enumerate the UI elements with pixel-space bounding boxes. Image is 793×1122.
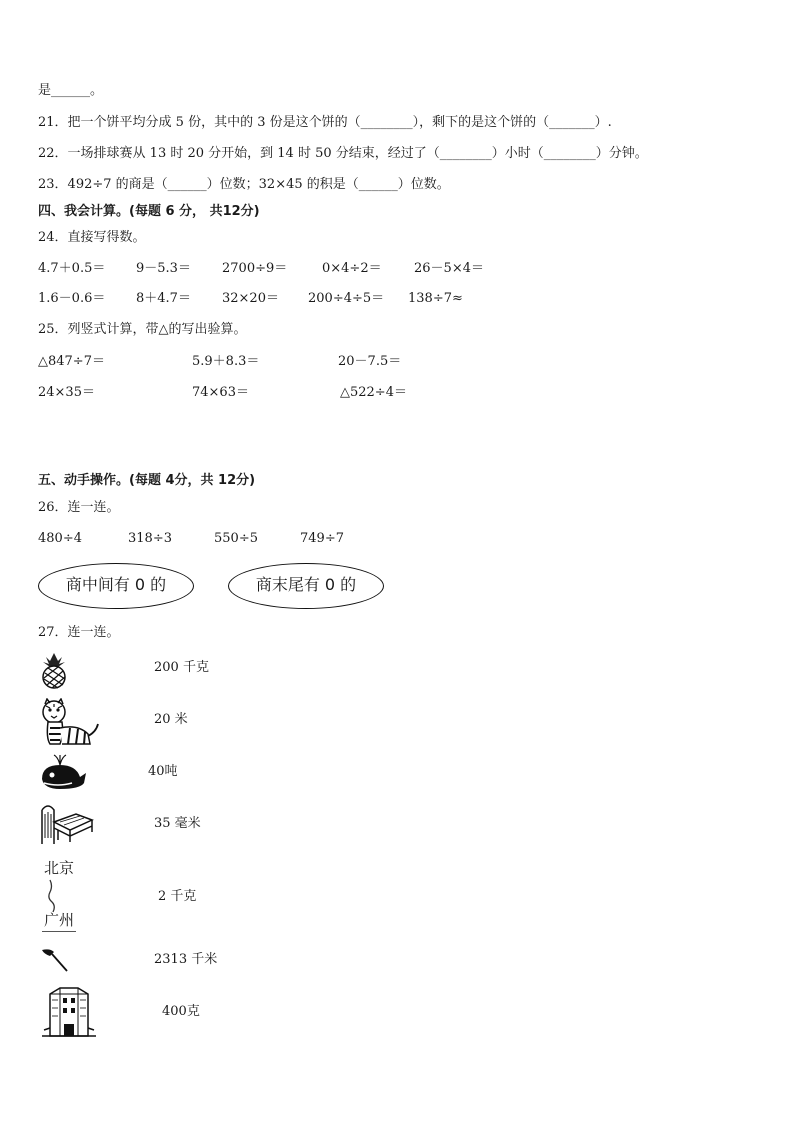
q24-item: 8＋4.7＝ (136, 291, 191, 306)
oval-label: 商末尾有 0 的 (255, 575, 357, 594)
q26-expression: 480÷4 (38, 531, 82, 546)
unit-label: 400克 (162, 1004, 200, 1019)
q24-item: 32×20＝ (222, 291, 279, 306)
q25-item: 74×63＝ (192, 385, 249, 400)
q20-tail: 是______。 (38, 83, 104, 98)
map-label-beijing: 北京 (44, 859, 75, 877)
q27-title: 27．连一连。 (38, 625, 120, 640)
route-line-icon (44, 878, 74, 914)
q26-expression: 749÷7 (300, 531, 344, 546)
q22-text: 22．一场排球赛从 13 时 20 分开始，到 14 时 50 分结束，经过了（________）小时（________）分钟。 (38, 146, 648, 161)
map-label-guangzhou: 广州 (44, 911, 75, 929)
unit-label: 2313 千米 (154, 952, 218, 967)
q24-title: 24．直接写得数。 (38, 230, 146, 245)
q23-text: 23．492÷7 的商是（______）位数；32×45 的积是（______）位数。 (38, 177, 450, 192)
section4-title: 四、我会计算。(每题 6 分， 共12分) (38, 204, 260, 219)
building-icon (40, 984, 98, 1038)
unit-label: 200 千克 (154, 660, 209, 675)
q25-item: 20－7.5＝ (338, 354, 402, 369)
q24-item: 1.6－0.6＝ (38, 291, 106, 306)
oval-quotient-middle-zero (38, 563, 194, 609)
map-underline (42, 931, 76, 932)
q24-item: 4.7＋0.5＝ (38, 261, 106, 276)
oval-label: 商中间有 0 的 (65, 575, 167, 594)
q26-expression: 318÷3 (128, 531, 172, 546)
unit-label: 2 千克 (158, 889, 197, 904)
q25-title: 25．列竖式计算，带△的写出验算。 (38, 322, 247, 337)
unit-label: 20 米 (154, 712, 188, 727)
q25-item: 5.9＋8.3＝ (192, 354, 260, 369)
q26-expression: 550÷5 (214, 531, 258, 546)
unit-label: 40吨 (148, 764, 178, 779)
q21-text: 21．把一个饼平均分成 5 份，其中的 3 份是这个饼的（________），剩下的是这个饼的（_______）. (38, 115, 612, 130)
q25-item: 24×35＝ (38, 385, 95, 400)
q24-item: 138÷7≈ (408, 291, 463, 306)
q24-item: 9－5.3＝ (136, 261, 191, 276)
pushpin-icon (40, 946, 70, 974)
whale-icon (38, 753, 88, 791)
q24-item: 200÷4÷5＝ (308, 291, 385, 306)
bed-icon (38, 800, 94, 846)
q24-item: 2700÷9＝ (222, 261, 288, 276)
q26-title: 26．连一连。 (38, 500, 120, 515)
q24-item: 0×4÷2＝ (322, 261, 382, 276)
section5-title: 五、动手操作。(每题 4分，共 12分) (38, 473, 256, 488)
oval-quotient-end-zero (228, 563, 384, 609)
q25-item: △522÷4＝ (340, 385, 407, 400)
tiger-icon (38, 698, 100, 748)
q24-item: 26－5×4＝ (414, 261, 484, 276)
unit-label: 35 毫米 (154, 816, 201, 831)
pineapple-icon (38, 651, 70, 689)
q25-item: △847÷7＝ (38, 354, 105, 369)
